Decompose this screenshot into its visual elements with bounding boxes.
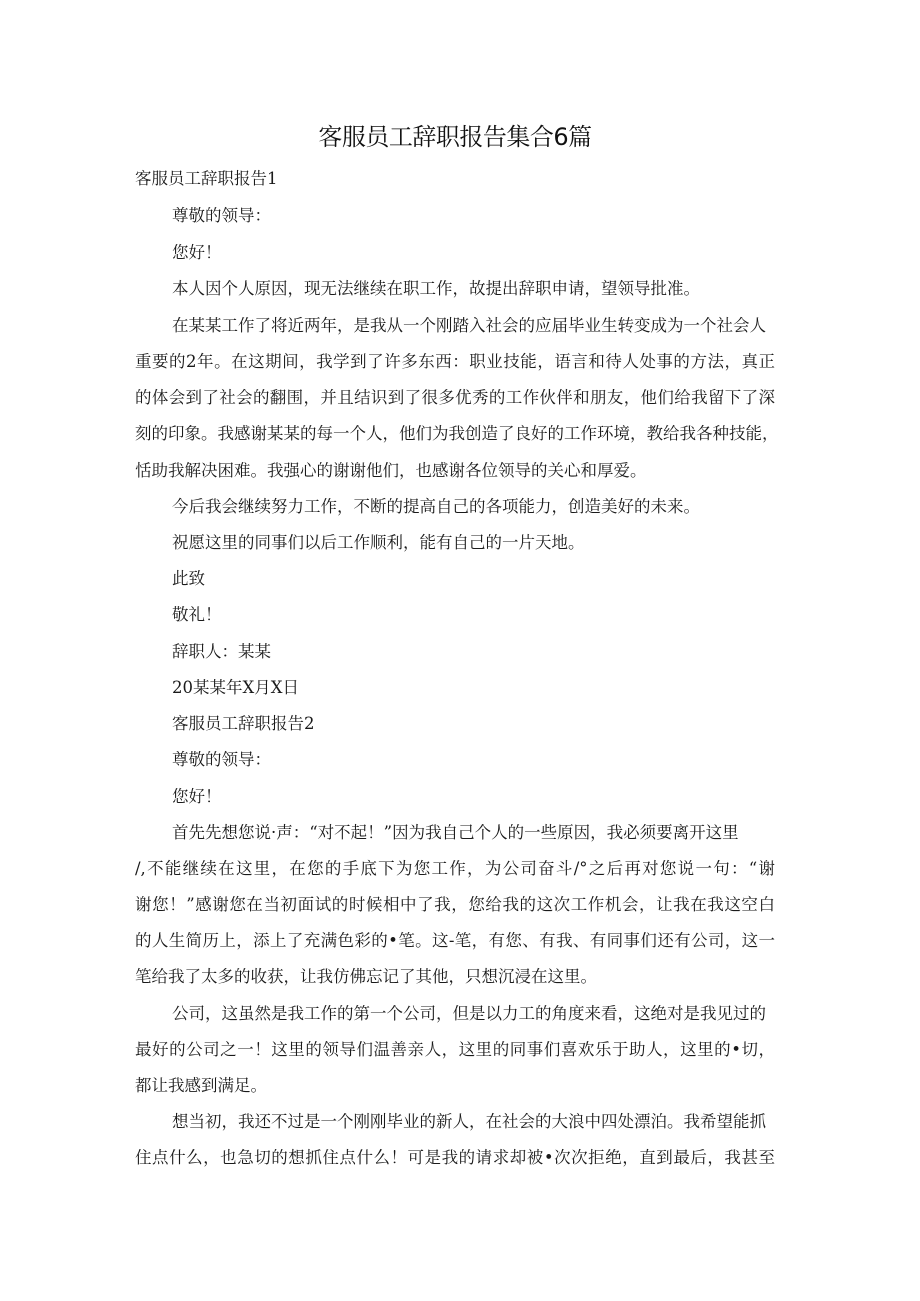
paragraph-line: 想当初，我还不过是一个刚刚毕业的新人，在社会的大浪中四处漂泊。我希望能抓 bbox=[172, 1112, 766, 1131]
greeting: 您好！ bbox=[172, 243, 222, 262]
paragraph-line: 笔给我了太多的收获，让我仿佛忘记了其他，只想沉浸在这里。 bbox=[135, 967, 597, 986]
paragraph-line: 的体会到了社会的翻围，并且结识到了很多优秀的工作伙伴和朋友，他们给我留下了深 bbox=[135, 388, 775, 407]
paragraph-line: 首先先想您说·声：“对不起！”因为我自己个人的一些原因，我必须要离开这里 bbox=[172, 823, 739, 842]
paragraph-line: 最好的公司之一！这里的领导们温善亲人，这里的同事们喜欢乐于助人，这里的•切， bbox=[135, 1040, 775, 1059]
paragraph-line: 公司，这虽然是我工作的第一个公司，但是以力工的角度来看，这绝对是我见过的 bbox=[172, 1004, 766, 1023]
paragraph-line: 今后我会继续努力工作，不断的提高自己的各项能力，创造美好的未来。 bbox=[172, 497, 700, 516]
paragraph-line: 刻的印象。我感谢某某的每一个人，他们为我创造了良好的工作环境，教给我各种技能， bbox=[135, 424, 779, 443]
paragraph-line: 在某某工作了将近两年，是我从一个刚踏入社会的应届毕业生转变成为一个社会人 bbox=[172, 316, 766, 335]
paragraph-line: /,不能继续在这里，在您的手底下为您工作，为公司奋斗/°之后再对您说一句：“谢 bbox=[135, 859, 775, 878]
section-heading-2: 客服员工辞职报告2 bbox=[172, 714, 315, 733]
paragraph-line: 本人因个人原因，现无法继续在职工作，故提出辞职申请，望领导批准。 bbox=[172, 279, 700, 298]
paragraph-line: 恬助我解决困难。我强心的谢谢他们，也感谢各位领导的关心和厚爱。 bbox=[135, 461, 647, 480]
greeting: 您好！ bbox=[172, 787, 222, 806]
signature-date: 20某某年X月X日 bbox=[172, 678, 299, 697]
section-heading-1: 客服员工辞职报告1 bbox=[135, 169, 278, 188]
paragraph-line: 重要的2年。在这期间，我学到了许多东西：职业技能，语言和待人处事的方法，真正 bbox=[135, 352, 775, 371]
paragraph-line: 的人生简历上，添上了充满色彩的•笔。这-笔，有您、有我、有同事们还有公司，这一 bbox=[135, 931, 775, 950]
closing-line: 敬礼！ bbox=[172, 605, 222, 624]
salutation: 尊敬的领导： bbox=[172, 206, 271, 225]
salutation: 尊敬的领导： bbox=[172, 750, 271, 769]
paragraph-line: 谢您！”感谢您在当初面试的时候相中了我，您给我的这次工作机会，让我在我这空白 bbox=[135, 895, 775, 914]
paragraph-line: 住点什么，也急切的想抓住点什么！可是我的请求却被•次次拒绝，直到最后，我甚至 bbox=[135, 1148, 775, 1167]
signature-name: 辞职人：某某 bbox=[172, 642, 271, 661]
document-title: 客服员工辞职报告集合6篇 bbox=[318, 123, 592, 151]
paragraph-line: 祝愿这里的同事们以后工作顺利，能有自己的一片天地。 bbox=[172, 533, 585, 552]
paragraph-line: 都让我感到满足。 bbox=[135, 1076, 267, 1095]
closing-line: 此致 bbox=[172, 569, 205, 588]
